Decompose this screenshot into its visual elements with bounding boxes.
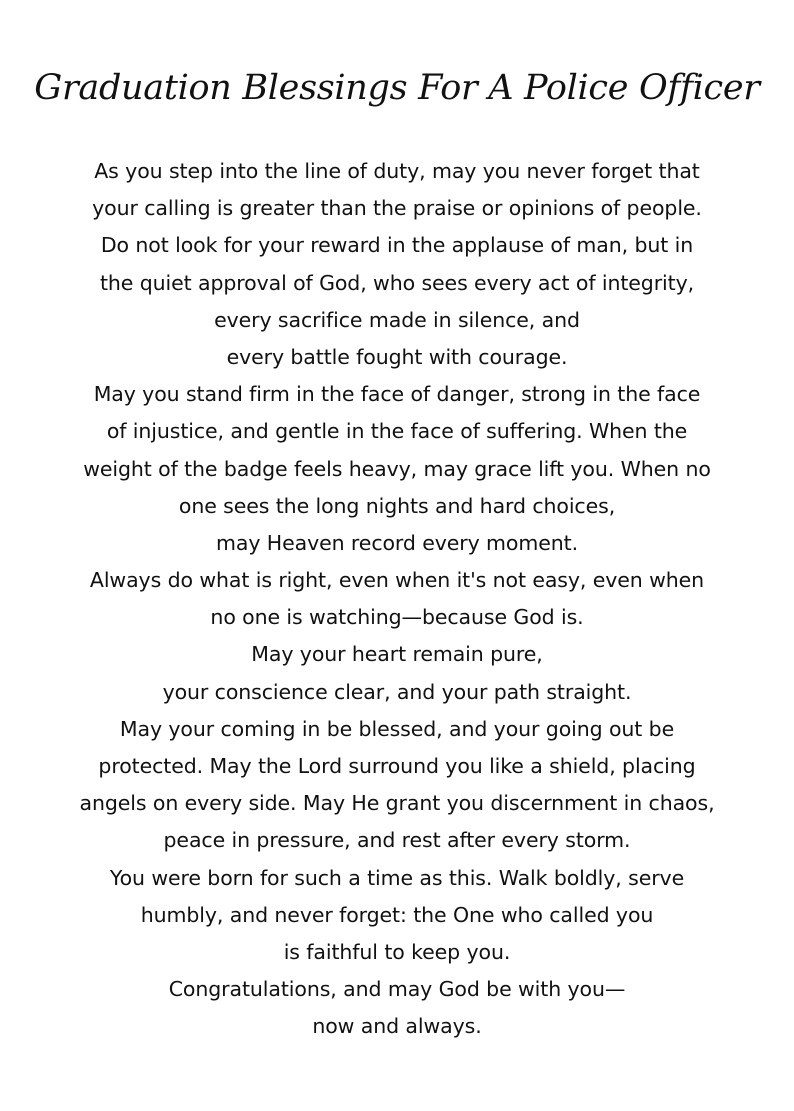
text-line: weight of the badge feels heavy, may grace lift you. When no: [83, 456, 711, 481]
text-line: You were born for such a time as this. Walk boldly, serve: [109, 865, 685, 890]
text-line: now and always.: [312, 1014, 482, 1039]
text-line: humbly, and never forget: the One who called you: [140, 902, 654, 927]
text-line: is faithful to keep you.: [283, 939, 511, 964]
text-line: angels on every side. May He grant you discernment in chaos,: [79, 791, 715, 816]
text-line: one sees the long nights and hard choices,: [178, 493, 616, 518]
text-line: peace in pressure, and rest after every storm.: [163, 828, 631, 853]
text-line: Do not look for your reward in the applause of man, but in: [100, 233, 694, 258]
text-line: May your heart remain pure,: [251, 642, 543, 667]
text-line: May your coming in be blessed, and your going out be: [119, 716, 675, 741]
text-line: protected. May the Lord surround you like a shield, placing: [98, 754, 696, 778]
text-line: every sacrifice made in silence, and: [214, 307, 580, 332]
text-line: no one is watching—because God is.: [210, 605, 584, 630]
text-line: Congratulations, and may God be with you—: [168, 977, 626, 1002]
text-line: your conscience clear, and your path straight.: [162, 679, 632, 704]
text-line: As you step into the line of duty, may you never forget that: [94, 159, 700, 183]
text-line: may Heaven record every moment.: [216, 530, 578, 555]
text-line: of injustice, and gentle in the face of suffering. When the: [106, 419, 688, 444]
text-line: May you stand firm in the face of danger, strong in the face: [93, 382, 701, 407]
text-line: your calling is greater than the praise or opinions of people.: [92, 196, 702, 221]
blessing-text: [0, 153, 794, 1046]
text-line: every battle fought with courage.: [226, 344, 568, 369]
text-line: Always do what is right, even when it's not easy, even when: [89, 568, 705, 593]
page-title: Graduation Blessings For A Police Officer: [34, 68, 760, 108]
text-line: the quiet approval of God, who sees every act of integrity,: [99, 270, 695, 295]
